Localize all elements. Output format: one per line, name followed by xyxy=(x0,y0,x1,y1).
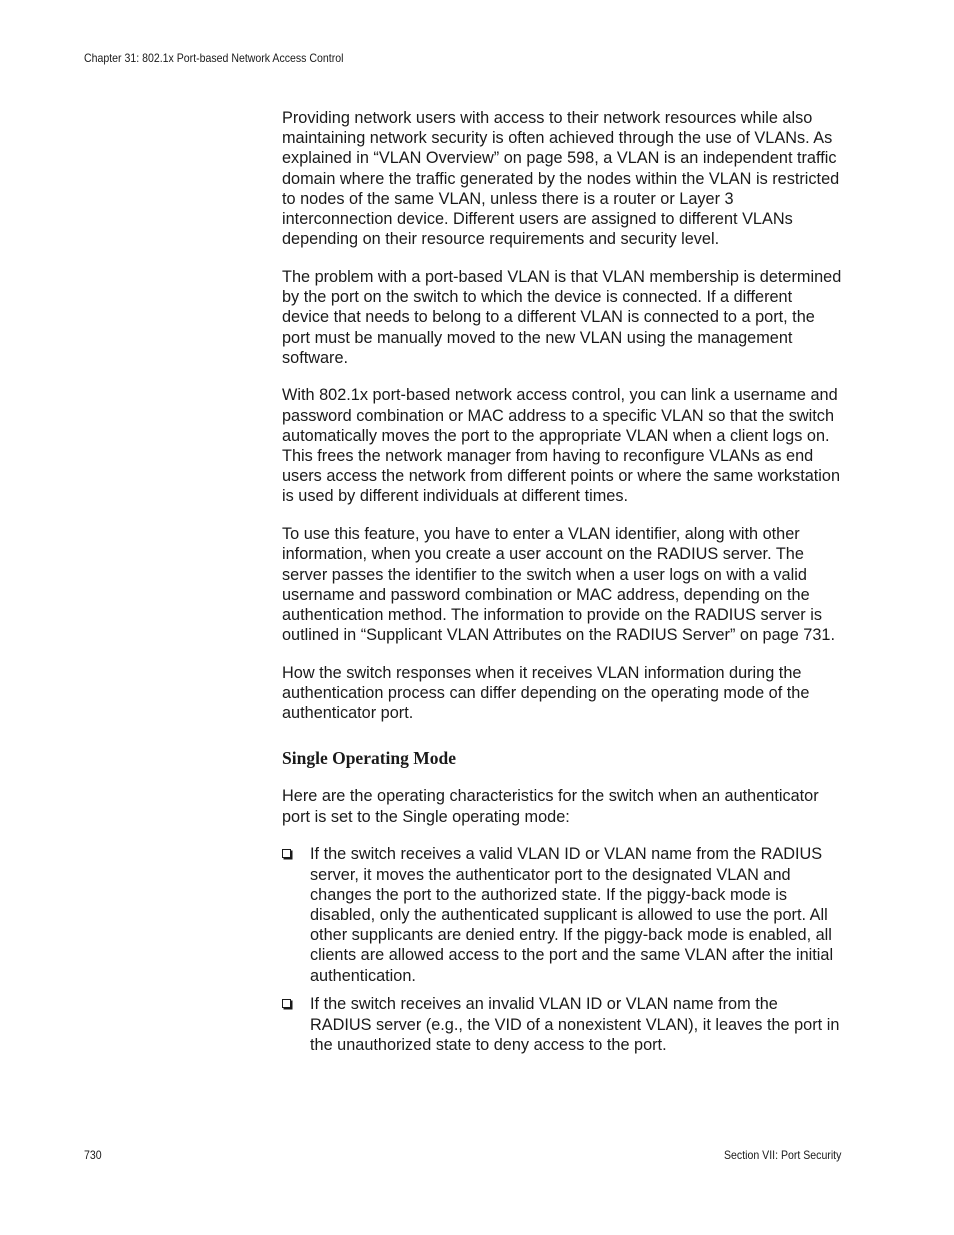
checkbox-bullet-icon xyxy=(282,999,291,1008)
bullet-list xyxy=(282,844,842,1055)
paragraph-vlan-overview: Providing network users with access to their network resources while also maintaining network security is often achieved through the use of VLANs. As explained in “VLAN Overview” on page 598, a VLAN is an independent traffic domain where the traffic generated by the nodes within the VLAN is restricted to nodes of the same VLAN, unless there is a router or Layer 3 interconnection device. Different users are assigned to different VLANs depending on their resource requirements and security level. xyxy=(282,109,840,249)
page-body xyxy=(282,108,842,1063)
paragraph-port-based-problem: The problem with a port-based VLAN is that VLAN membership is determined by the port on the switch to which the device is connected. If a different device that needs to belong to a different VLAN is connected to a port, the port must be manually moved to the new VLAN using the management software. xyxy=(282,267,842,367)
section-heading: Single Operating Mode xyxy=(282,748,457,769)
paragraph-radius-feature: To use this feature, you have to enter a VLAN identifier, along with other information, when you create a user account on the RADIUS server. The server passes the identifier to the switch when a user logs on with a valid username and password combination or MAC address, depending on the authentication method. The information to provide on the RADIUS server is outlined in “Supplicant VLAN Attributes on the RADIUS Server” on page 731. xyxy=(282,525,835,645)
section-intro: Here are the operating characteristics for the switch when an authenticator port is set to the Single operating mode: xyxy=(282,787,819,826)
page-number: 730 xyxy=(84,1148,102,1162)
running-header: Chapter 31: 802.1x Port-based Network Access Control xyxy=(84,51,344,65)
list-item xyxy=(282,844,842,985)
list-item-text: If the switch receives a valid VLAN ID or VLAN name from the RADIUS server, it moves the authenticator port to the designated VLAN and changes the port to the authorized state. If the piggy-back mode is disabled, only the authenticated supplicant is allowed to use the port. All other supplicants are denied entry. If the piggy-back mode is enabled, all clients are allowed access to the port and the same VLAN after the initial authentication. xyxy=(310,845,834,985)
checkbox-bullet-icon xyxy=(282,849,291,858)
list-item xyxy=(282,994,842,1055)
list-item-text: If the switch receives an invalid VLAN ID or VLAN name from the RADIUS server (e.g., the VID of a nonexistent VLAN), it leaves the port in the unauthorized state to deny access to the port. xyxy=(310,995,840,1054)
paragraph-operating-mode: How the switch responses when it receives VLAN information during the authentication process can differ depending on the operating mode of the authenticator port. xyxy=(282,663,810,723)
running-footer-section: Section VII: Port Security xyxy=(723,1148,841,1162)
paragraph-8021x-vlan-link: With 802.1x port-based network access control, you can link a username and password combination or MAC address to a specific VLAN so that the switch automatically moves the port to the appropriate VLAN when a client logs on. This frees the network manager from having to reconfigure VLANs as end users access the network from different points or where the same workstation is used by different individuals at different times. xyxy=(282,386,841,506)
